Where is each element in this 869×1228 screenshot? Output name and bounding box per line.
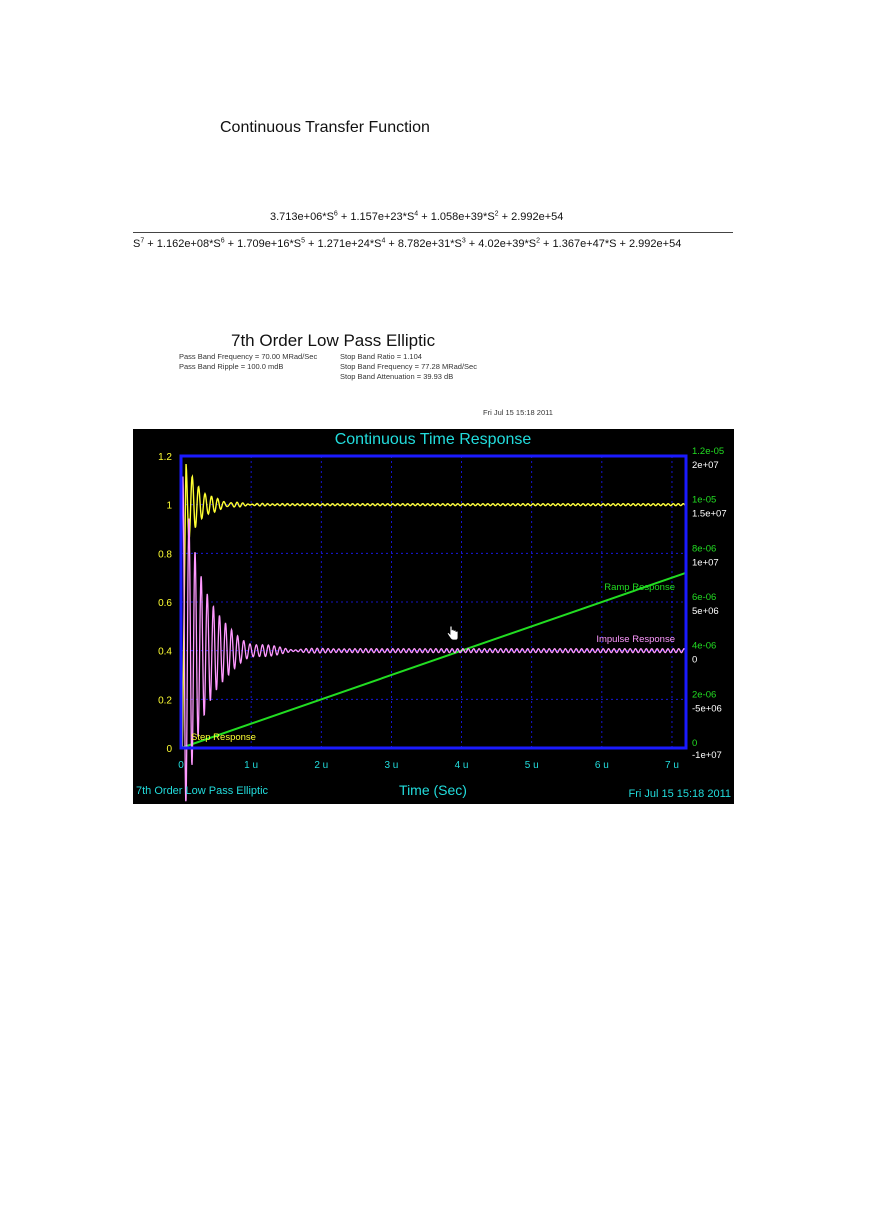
chart-title: Continuous Time Response xyxy=(334,431,532,448)
numerator-term: 3.713e+06*S xyxy=(270,211,334,223)
y-right-ramp-tick-label: 1e-05 xyxy=(692,494,717,506)
y-right-ramp-tick-label: 2e-06 xyxy=(692,689,717,701)
y-left-tick-label: 1 xyxy=(166,500,172,512)
series-step-response xyxy=(181,464,686,748)
y-left-tick-label: 0.8 xyxy=(158,549,172,561)
denominator-term: + 1.709e+16*S xyxy=(224,238,302,250)
label-step-response: Step Response xyxy=(191,732,256,743)
hand-cursor-icon xyxy=(446,626,459,646)
transfer-function-numerator xyxy=(270,211,563,223)
denominator-term: + 1.367e+47*S xyxy=(540,238,617,250)
transfer-function-title: Continuous Transfer Function xyxy=(220,119,430,136)
x-tick-label: 0 xyxy=(178,760,184,771)
fraction-bar xyxy=(133,232,733,233)
y-left-tick-label: 0.2 xyxy=(158,695,172,707)
x-tick-label: 1 u xyxy=(244,760,259,771)
denominator-term: + 2.992e+54 xyxy=(616,238,682,250)
denominator-exponent: 6 xyxy=(220,237,225,245)
chart-footer-right: Fri Jul 15 15:18 2011 xyxy=(628,788,731,800)
x-tick-label: 4 u xyxy=(454,760,469,771)
x-tick-label: 7 u xyxy=(665,760,679,771)
denominator-term: + 1.271e+24*S xyxy=(305,238,382,250)
y-right-ramp-tick-label: 4e-06 xyxy=(692,640,717,652)
y-right-ramp-tick-label: 6e-06 xyxy=(692,592,717,603)
denominator-exponent: 5 xyxy=(301,237,305,245)
numerator-exponent: 6 xyxy=(333,210,338,218)
label-ramp-response: Ramp Response xyxy=(604,582,675,593)
y-right-impulse-tick-label: 5e+06 xyxy=(692,606,719,617)
spec-pass-band-ripple: Pass Band Ripple = 100.0 mdB xyxy=(179,362,284,371)
label-impulse-response: Impulse Response xyxy=(596,634,675,645)
spec-stop-band-attenuation: Stop Band Attenuation = 39.93 dB xyxy=(340,372,454,381)
y-right-ramp-tick-label: 8e-06 xyxy=(692,543,717,555)
x-tick-label: 6 u xyxy=(594,760,609,771)
denominator-exponent: 4 xyxy=(381,237,386,245)
x-tick-label: 3 u xyxy=(384,760,399,771)
numerator-term: + 1.157e+23*S xyxy=(337,211,415,223)
filter-title: 7th Order Low Pass Elliptic xyxy=(231,331,436,350)
y-right-impulse-tick-label: 1.5e+07 xyxy=(692,508,727,520)
numerator-term: + 2.992e+54 xyxy=(498,211,564,223)
chart-svg xyxy=(133,429,734,804)
denominator-term: + 4.02e+39*S xyxy=(465,238,537,250)
denominator-exponent: 3 xyxy=(461,237,466,245)
y-right-ramp-tick-label: 1.2e-05 xyxy=(692,446,725,457)
spec-stop-band-ratio: Stop Band Ratio = 1.104 xyxy=(340,352,422,361)
y-right-impulse-tick-label: 0 xyxy=(692,654,698,666)
specs-right xyxy=(340,352,477,382)
y-left-tick-label: 1.2 xyxy=(158,452,172,463)
y-right-impulse-tick-label: -5e+06 xyxy=(692,703,722,715)
x-tick-label: 2 u xyxy=(314,760,329,771)
numerator-exponent: 2 xyxy=(494,210,499,218)
y-right-impulse-tick-label: 2e+07 xyxy=(692,460,719,471)
y-left-tick-label: 0.4 xyxy=(158,646,172,658)
x-tick-label: 5 u xyxy=(524,760,539,771)
y-right-impulse-tick-label: 1e+07 xyxy=(692,557,719,569)
y-left-tick-label: 0.6 xyxy=(158,598,172,609)
time-response-chart xyxy=(133,429,734,804)
numerator-term: + 1.058e+39*S xyxy=(418,211,495,223)
x-axis-label: Time (Sec) xyxy=(399,782,467,798)
chart-footer-left: 7th Order Low Pass Elliptic xyxy=(136,785,269,797)
denominator-term: S xyxy=(133,238,141,250)
spec-stop-band-frequency: Stop Band Frequency = 77.28 MRad/Sec xyxy=(340,362,477,371)
document-date: Fri Jul 15 15:18 2011 xyxy=(483,408,553,417)
y-right-ramp-tick-label: 0 xyxy=(692,738,698,749)
series-ramp-response xyxy=(181,573,686,748)
denominator-exponent: 7 xyxy=(140,237,145,245)
denominator-term: + 1.162e+08*S xyxy=(144,238,221,250)
denominator-term: + 8.782e+31*S xyxy=(385,238,462,250)
denominator-exponent: 2 xyxy=(536,237,540,245)
specs-left xyxy=(179,352,317,372)
y-right-impulse-tick-label: -1e+07 xyxy=(692,750,722,761)
transfer-function-denominator xyxy=(133,238,681,250)
y-left-tick-label: 0 xyxy=(166,744,172,755)
spec-pass-band-frequency: Pass Band Frequency = 70.00 MRad/Sec xyxy=(179,352,318,361)
numerator-exponent: 4 xyxy=(414,210,419,218)
